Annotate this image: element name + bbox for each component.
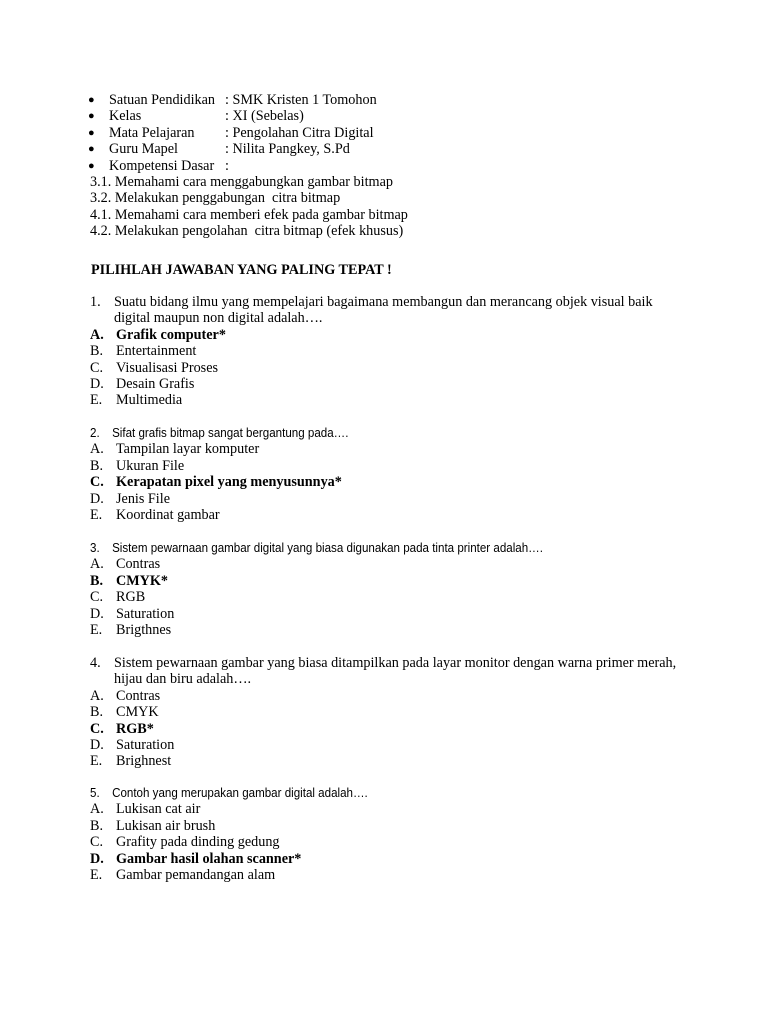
option-c — [90, 474, 690, 490]
option-d — [90, 851, 690, 867]
question-text: Suatu bidang ilmu yang mempelajari bagaimana membangun dan merancang objek visual baik digital maupun non digital adalah…. — [114, 294, 653, 327]
question-number: 1. — [90, 294, 101, 310]
info-value: : XI (Sebelas) — [225, 108, 304, 125]
option-letter: D. — [90, 605, 104, 622]
info-list — [88, 92, 688, 174]
option-b — [90, 573, 690, 589]
option-a — [90, 688, 690, 704]
option-c — [90, 721, 690, 737]
option-text: Saturation — [116, 736, 175, 753]
bullet-icon: ● — [88, 94, 95, 106]
option-text: Koordinat gambar — [116, 506, 220, 523]
instruction-heading: PILIHLAH JAWABAN YANG PALING TEPAT ! — [91, 262, 392, 278]
option-d — [90, 491, 690, 507]
option-letter: B. — [90, 704, 104, 721]
option-d — [90, 606, 690, 622]
info-row-guru — [88, 141, 688, 157]
option-text: RGB* — [116, 720, 154, 737]
option-text: Saturation — [116, 605, 175, 622]
question-text: Sistem pewarnaan gambar yang biasa ditampilkan pada layar monitor dengan warna primer merah, hijau dan biru adalah…. — [114, 655, 677, 688]
info-row-satuan — [88, 92, 688, 108]
option-letter: A. — [90, 326, 104, 343]
question-2 — [90, 425, 690, 523]
bullet-icon: ● — [88, 126, 95, 139]
info-label: Mata Pelajaran — [109, 124, 195, 141]
option-text: Entertainment — [116, 343, 197, 360]
option-e — [90, 622, 690, 638]
question-stem — [90, 785, 642, 801]
option-a — [90, 327, 690, 343]
bullet-icon: ● — [88, 143, 95, 156]
option-text: Tampilan layar komputer — [116, 441, 260, 458]
question-number: 4. — [90, 655, 101, 671]
option-letter: E. — [90, 392, 103, 409]
info-row-kompetensi — [88, 158, 688, 174]
option-c — [90, 360, 690, 376]
option-text: Visualisasi Proses — [116, 359, 219, 376]
option-letter: C. — [90, 834, 104, 851]
option-c — [90, 589, 690, 605]
option-c — [90, 834, 690, 850]
option-text: Multimedia — [116, 392, 183, 409]
question-stem — [90, 425, 642, 441]
kompetensi-item: 3.2. Melakukan penggabungan citra bitmap — [90, 190, 341, 207]
option-letter: C. — [90, 474, 104, 491]
option-text: RGB — [116, 589, 146, 606]
kompetensi-list — [90, 174, 690, 240]
option-text: Contras — [116, 556, 161, 573]
question-text: Sistem pewarnaan gambar digital yang biasa digunakan pada tinta printer adalah…. — [112, 541, 543, 555]
option-a — [90, 556, 690, 572]
option-e — [90, 867, 690, 883]
info-value: : Nilita Pangkey, S.Pd — [225, 141, 350, 158]
question-stem — [90, 655, 690, 688]
option-letter: B. — [90, 817, 104, 834]
question-1 — [90, 294, 690, 409]
option-letter: C. — [90, 589, 104, 606]
option-letter: D. — [90, 490, 104, 507]
question-text: Sifat grafis bitmap sangat bergantung pada…. — [112, 426, 349, 440]
option-text: Grafik computer* — [116, 326, 226, 343]
option-letter: E. — [90, 866, 103, 883]
option-letter: B. — [90, 572, 104, 589]
option-b — [90, 458, 690, 474]
info-row-mapel — [88, 125, 688, 141]
option-text: Grafity pada dinding gedung — [116, 834, 280, 851]
option-letter: B. — [90, 343, 104, 360]
option-letter: E. — [90, 753, 103, 770]
info-label: Guru Mapel — [109, 141, 178, 158]
option-letter: A. — [90, 687, 104, 704]
option-text: Lukisan air brush — [116, 817, 216, 834]
question-5 — [90, 785, 690, 883]
question-stem — [90, 540, 642, 556]
kompetensi-item: 4.2. Melakukan pengolahan citra bitmap (efek khusus) — [90, 223, 404, 240]
option-letter: E. — [90, 621, 103, 638]
info-label: Kompetensi Dasar — [109, 157, 215, 174]
info-value: : Pengolahan Citra Digital — [225, 124, 374, 141]
bullet-icon: ● — [88, 159, 95, 172]
option-e — [90, 392, 690, 408]
option-text: Gambar hasil olahan scanner* — [116, 850, 302, 867]
option-letter: A. — [90, 441, 104, 458]
question-number: 2. — [90, 426, 100, 440]
option-e — [90, 753, 690, 769]
question-stem — [90, 294, 690, 327]
option-text: Desain Grafis — [116, 375, 195, 392]
option-text: CMYK* — [116, 572, 169, 589]
option-text: Lukisan cat air — [116, 801, 201, 818]
option-d — [90, 376, 690, 392]
option-letter: B. — [90, 457, 104, 474]
option-text: Brigthnes — [116, 621, 172, 638]
option-text: Kerapatan pixel yang menyusunnya* — [116, 474, 342, 491]
question-4 — [90, 655, 690, 770]
bullet-icon: ● — [88, 110, 95, 123]
option-letter: D. — [90, 736, 104, 753]
option-b — [90, 704, 690, 720]
question-3 — [90, 540, 690, 638]
info-row-kelas — [88, 108, 688, 124]
info-value: : — [225, 157, 229, 174]
option-text: Ukuran File — [116, 457, 185, 474]
option-letter: A. — [90, 801, 104, 818]
info-value: : SMK Kristen 1 Tomohon — [225, 92, 377, 108]
option-letter: A. — [90, 556, 104, 573]
option-letter: C. — [90, 720, 104, 737]
question-text: Contoh yang merupakan gambar digital adalah…. — [112, 786, 368, 800]
option-letter: D. — [90, 850, 104, 867]
option-letter: E. — [90, 506, 103, 523]
option-letter: C. — [90, 359, 104, 376]
kompetensi-item: 4.1. Memahami cara memberi efek pada gambar bitmap — [90, 206, 408, 223]
option-text: CMYK — [116, 704, 159, 721]
info-label: Satuan Pendidikan — [109, 92, 215, 108]
option-d — [90, 737, 690, 753]
option-text: Contras — [116, 687, 161, 704]
option-b — [90, 343, 690, 359]
option-text: Gambar pemandangan alam — [116, 866, 276, 883]
option-a — [90, 441, 690, 457]
kompetensi-item: 3.1. Memahami cara menggabungkan gambar bitmap — [90, 174, 393, 190]
option-b — [90, 818, 690, 834]
option-text: Brighnest — [116, 753, 172, 770]
option-e — [90, 507, 690, 523]
option-a — [90, 801, 690, 817]
option-letter: D. — [90, 375, 104, 392]
question-number: 3. — [90, 541, 100, 555]
info-label: Kelas — [109, 108, 142, 125]
option-text: Jenis File — [116, 490, 170, 507]
question-number: 5. — [90, 786, 100, 800]
